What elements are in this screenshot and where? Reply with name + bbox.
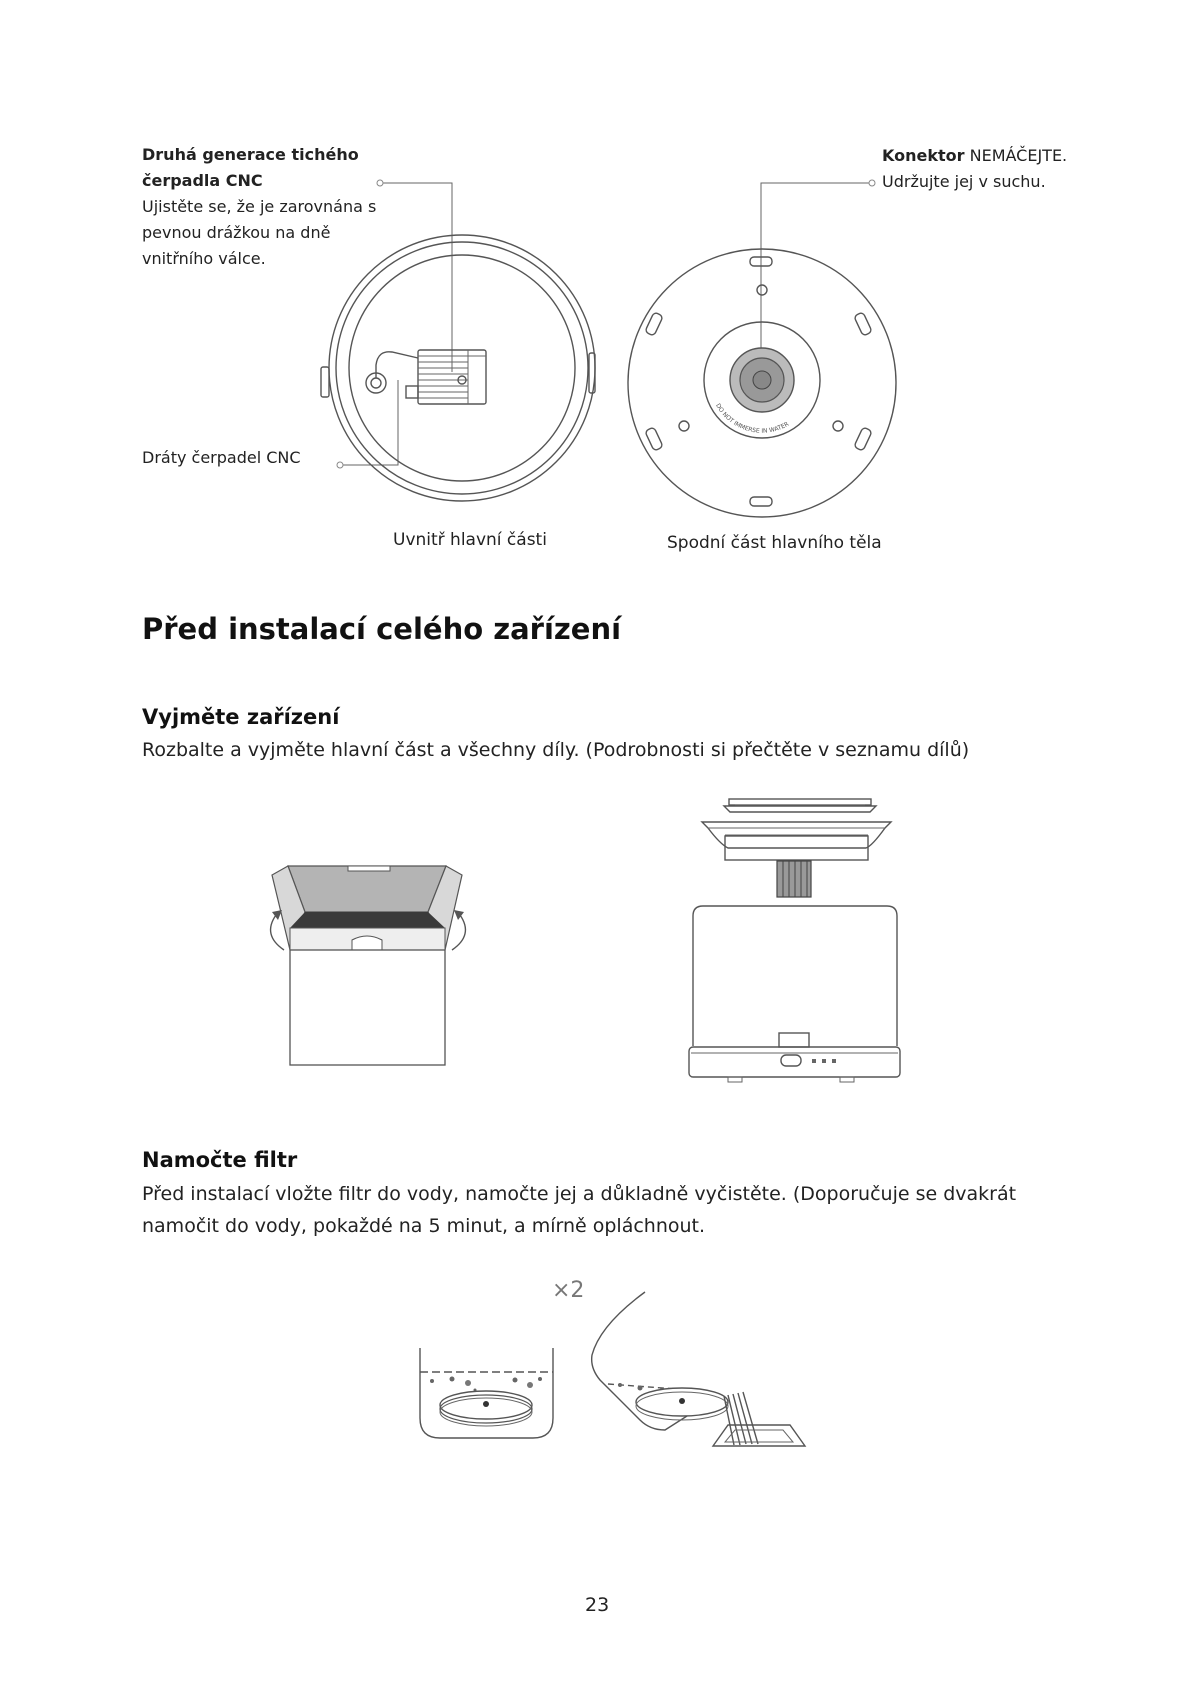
connector-title: Konektor <box>882 146 965 165</box>
wires-label: Dráty čerpadel CNC <box>142 448 301 467</box>
pump-title: Druhá generace tichého čerpadla CNC <box>142 145 359 190</box>
bottom-caption: Spodní část hlavního těla <box>667 533 882 553</box>
filter-text: Před instalací vložte filtr do vody, namočte jej a důkladně vyčistěte. (Doporučuje se dvakrát namočit do vody, pokaždé na 5 minut, a mírně opláchnout. <box>142 1183 1017 1237</box>
connector-warning: NEMÁČEJTE. <box>969 146 1068 165</box>
page-number: 23 <box>585 1594 610 1616</box>
bottom-engraving: DO NOT IMMERSE IN WATER <box>714 402 791 435</box>
unpack-text: Rozbalte a vyjměte hlavní část a všechny díly. (Podrobnosti si přečtěte v seznamu dílů) <box>142 739 970 761</box>
section-title: Před instalací celého zařízení <box>142 612 622 646</box>
connector-description: Udržujte jej v suchu. <box>882 172 1046 191</box>
unpack-heading: Vyjměte zařízení <box>142 705 340 729</box>
pump-description: Ujistěte se, že je zarovnána s pevnou drážkou na dně vnitřního válce. <box>142 197 377 268</box>
repeat-label: ×2 <box>552 1278 585 1303</box>
inside-caption: Uvnitř hlavní části <box>393 530 547 550</box>
filter-heading: Namočte filtr <box>142 1148 298 1172</box>
